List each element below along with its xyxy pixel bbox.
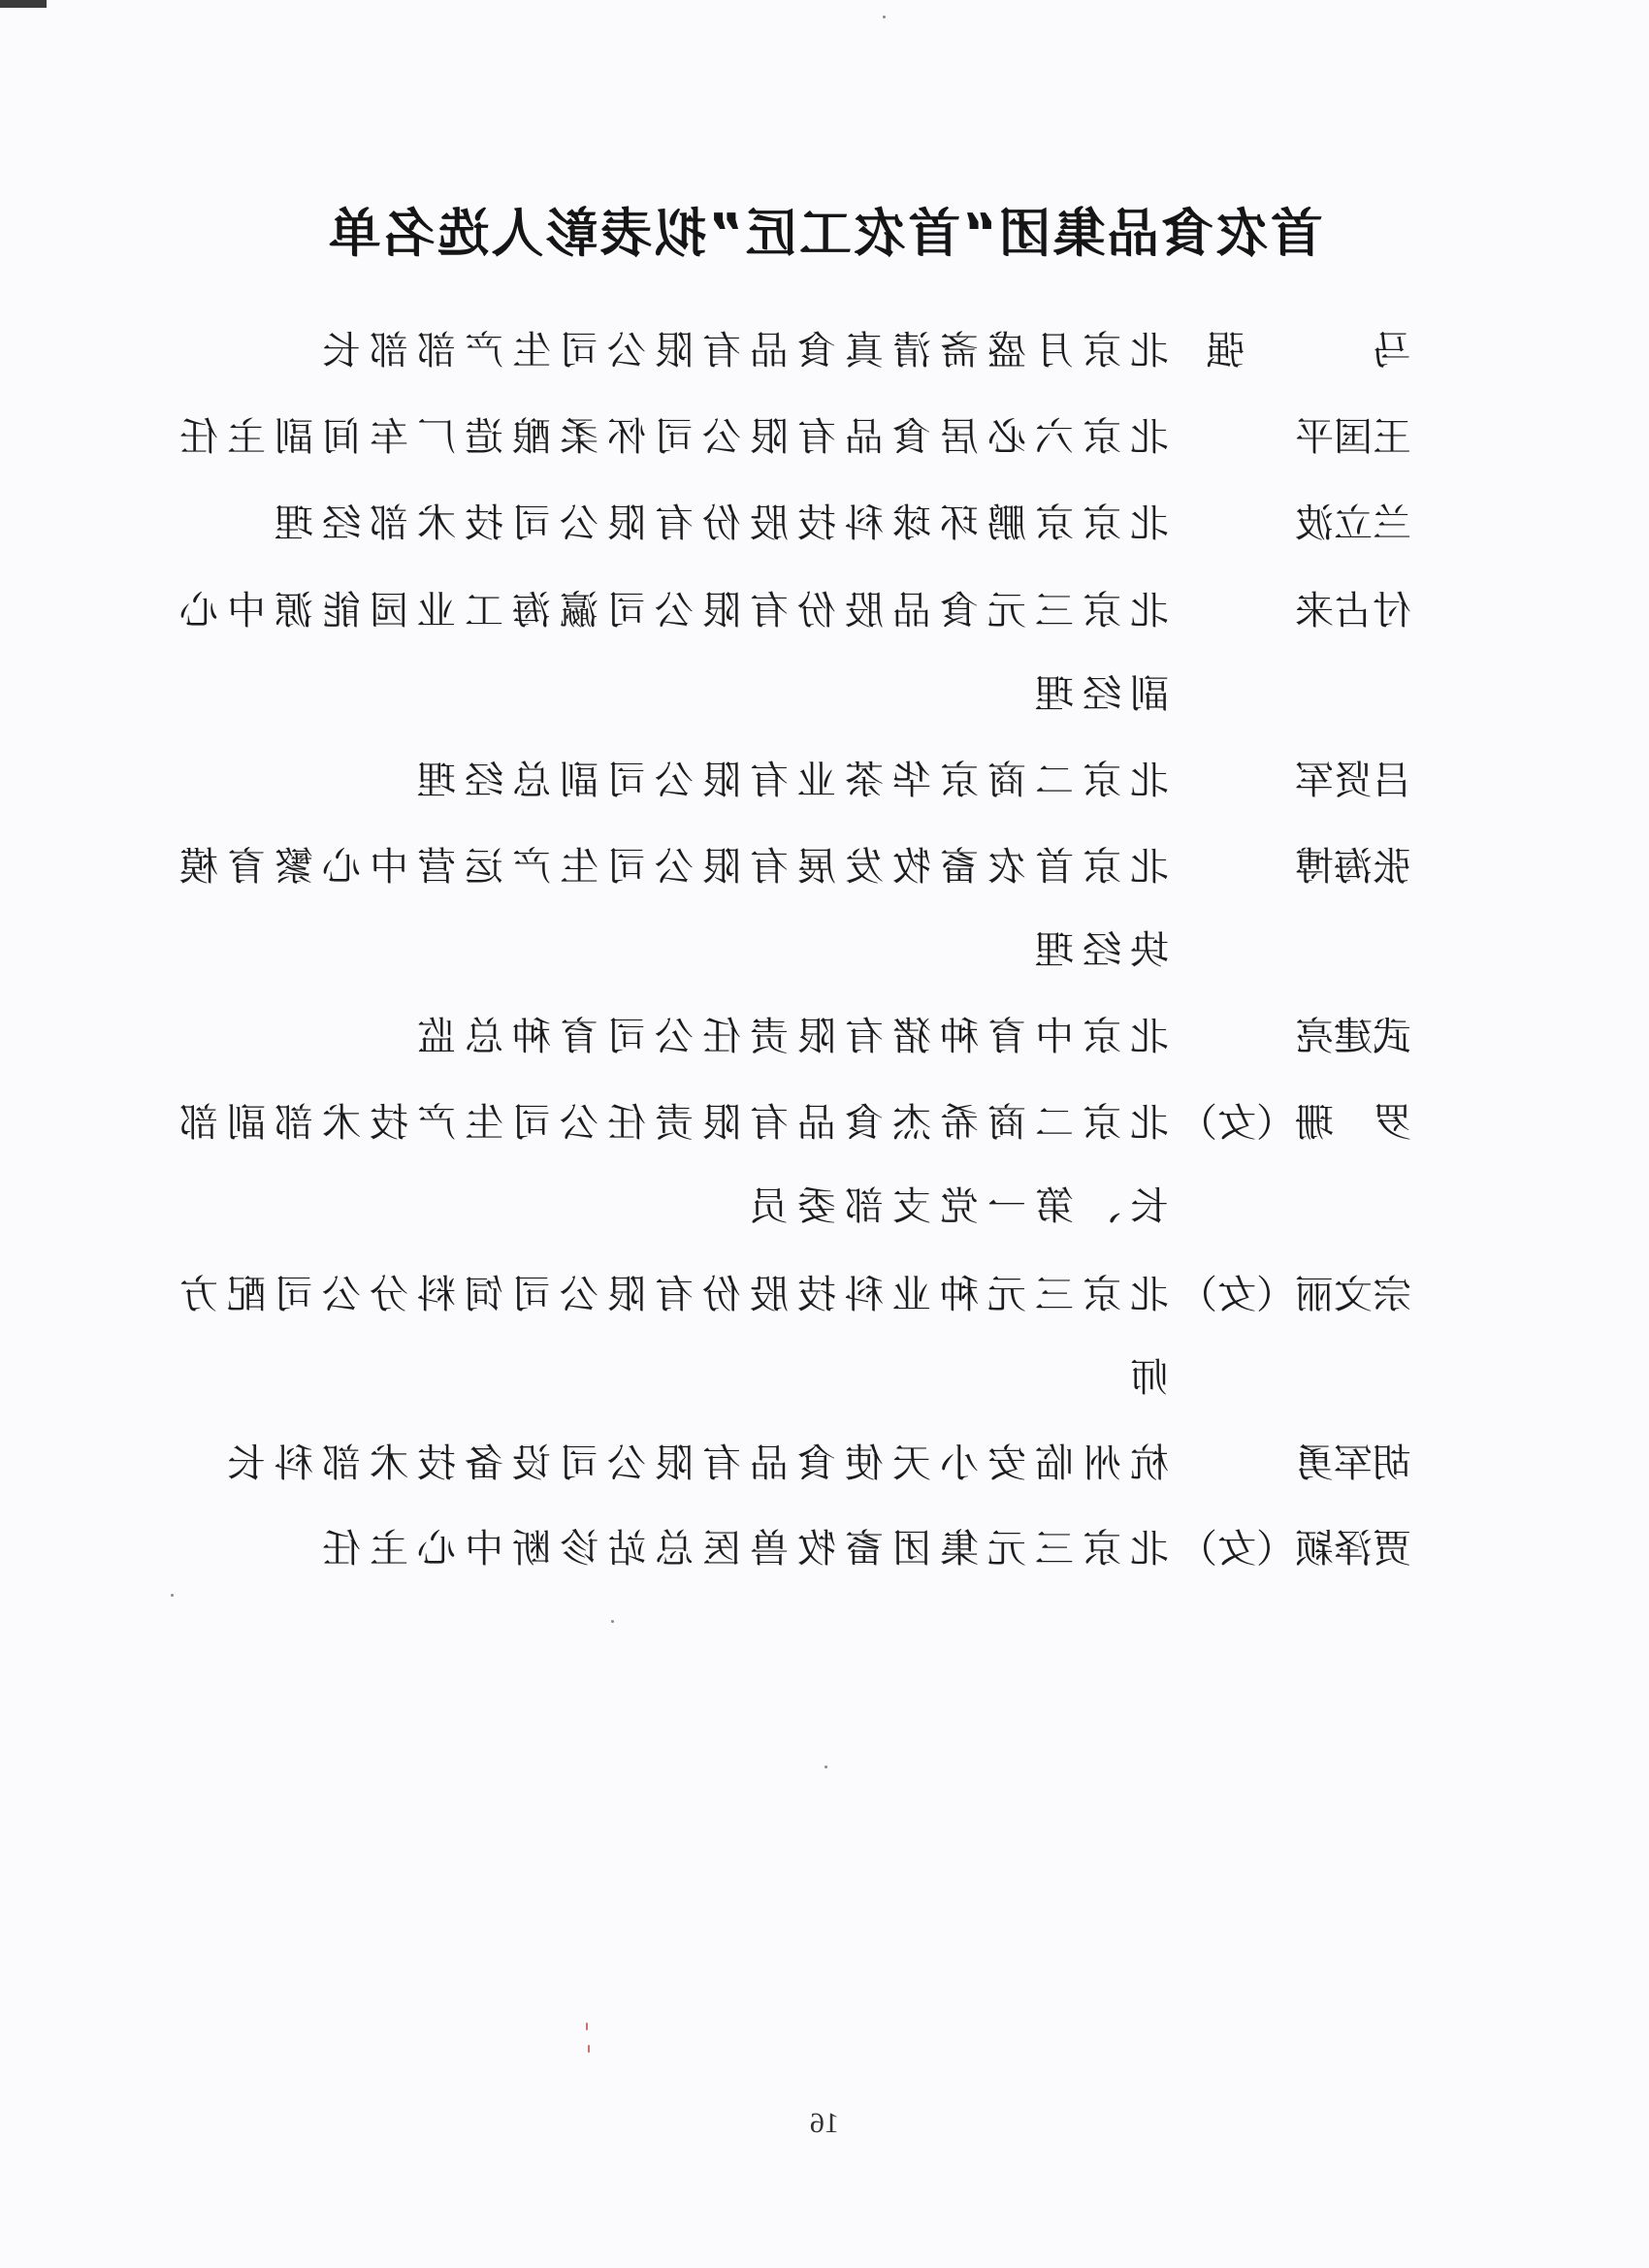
person-title: 北京京鹏环球科技股份有限公司技术部经理 [266,502,1169,546]
person-title: 北京三元食品股份有限公司瀛海工业园能源中心副经理 [171,589,1169,717]
person-name: 张海博 [1295,845,1411,890]
page-number: 16 [810,2107,839,2139]
person-name: 贾泽颖（女） [1179,1527,1411,1571]
person-name: 王国平 [1295,415,1411,460]
person-title: 北京三元集团畜牧兽医总站诊断中心主任 [313,1527,1169,1571]
person-name: 吕贤军 [1295,759,1411,803]
scan-speck [586,2023,588,2030]
person-name: 宗文丽（女） [1179,1273,1411,1317]
person-title: 北京中育种猪有限责任公司育种总监 [408,1015,1169,1059]
scan-speck [611,1620,614,1623]
person-title: 北京二商京华茶业有限公司副总经理 [408,759,1169,803]
person-name: 罗 珊（女） [1179,1101,1411,1146]
person-name: 胡军勇 [1295,1442,1411,1486]
person-title: 北京月盛斋清真食品有限公司生产部部长 [313,329,1169,373]
person-name: 武建亮 [1295,1015,1411,1059]
scan-speck [883,16,886,18]
person-name: 马 强 [1161,329,1411,373]
scan-speck [171,1594,174,1597]
person-title: 北京三元种业科技股份有限公司饲料分公司配方师 [171,1273,1169,1401]
scan-speck [824,1766,827,1768]
person-name: 兰立波 [1295,502,1411,546]
scan-speck [588,2045,590,2053]
person-title: 北京二商希杰食品有限责任公司生产技术部副部长、第一党支部委员 [171,1101,1169,1229]
document-title: 首农食品集团“首农工匠”拟表彰人选名单 [326,203,1323,264]
person-title: 北京六必居食品有限公司怀柔酿造厂车间副主任 [171,415,1169,460]
person-name: 付占来 [1295,589,1411,633]
person-title: 北京首农畜牧发展有限公司生产运营中心繁育模块经理 [171,845,1169,973]
person-title: 杭州临安小天使食品有限公司设备技术部科长 [218,1442,1169,1486]
